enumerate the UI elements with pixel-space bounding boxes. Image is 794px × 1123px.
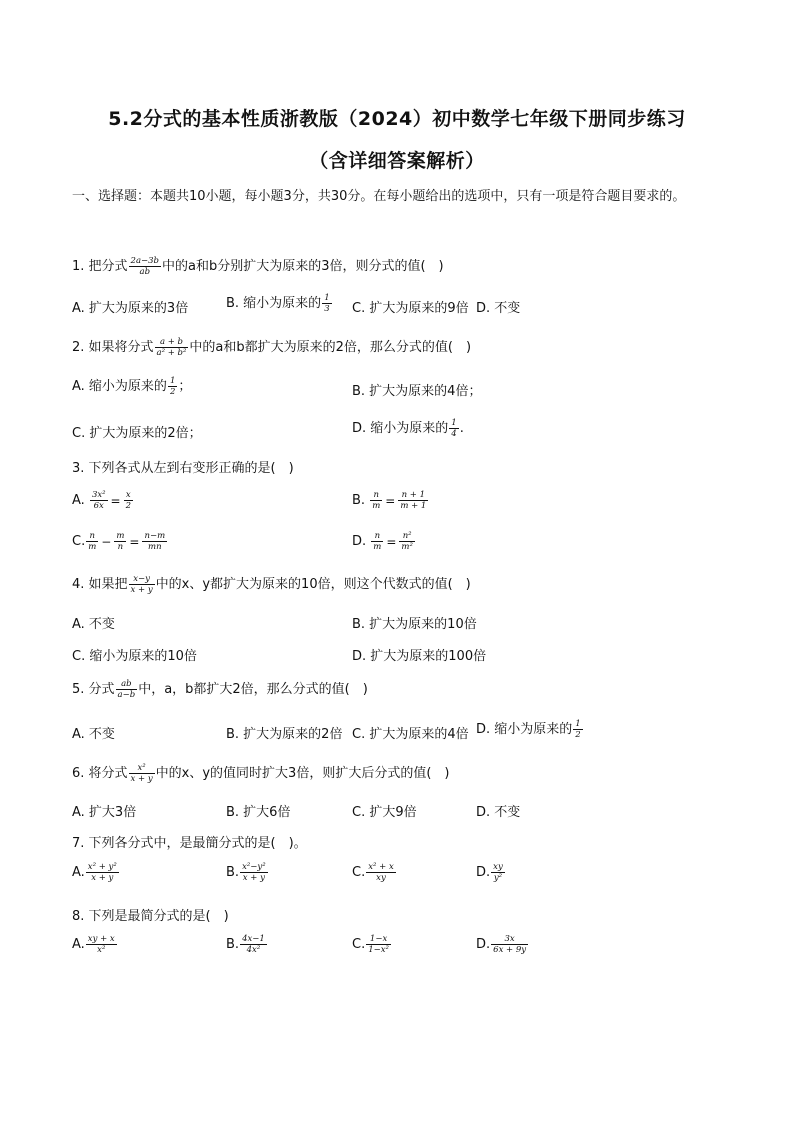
q7-b-fraction: $\frac{\text{x²−y²}}{x + y}$: [242, 862, 266, 883]
question-2-stem: 2. 如果将分式 $\frac{a + b}{\text{a² + b²}}$ 中的a和b都扩大为原来的2倍，那么分式的值( ): [72, 337, 472, 358]
question-1-stem: [72, 255, 444, 277]
q6-option-c[interactable]: C. 扩大9倍: [352, 805, 417, 820]
q2-option-c[interactable]: C. 扩大为原来的2倍；: [72, 426, 202, 441]
q8-d-fraction: $\frac{3x}{6x + 9y}$: [493, 934, 527, 955]
q7-c-fraction: $\frac{\text{x² + x}}{xy}$: [368, 862, 394, 883]
question-7-stem: 7. 下列各分式中，是最簡分式的是( )。: [72, 836, 307, 851]
q3-b-right: $\frac{n + 1}{m + 1}$: [400, 490, 427, 511]
q1-option-b[interactable]: B. 缩小为原来的 $\frac{1}{3}$: [226, 293, 330, 314]
q1-b-fraction: $\frac{1}{3}$: [324, 293, 330, 314]
q5-fraction: $\frac{ab}{a-b}$: [117, 679, 136, 700]
q5-d-fraction: $\frac{1}{2}$: [575, 719, 581, 740]
page-subtitle: （含详细答案解析）: [309, 150, 485, 172]
question-8-stem: 8. 下列是最简分式的是( ): [72, 909, 229, 924]
q4-option-d[interactable]: D. 扩大为原来的100倍: [352, 649, 487, 664]
page-title: 5.2分式的基本性质浙教版（2024）初中数学七年级下册同步练习: [108, 108, 686, 130]
q2-option-a[interactable]: A. 缩小为原来的 $\frac{1}{2}$ ；: [72, 376, 192, 397]
section-intro: 一、选择题：本题共10小题，每小题3分，共30分。在每小题给出的选项中，只有一项是符合题目要求的。: [72, 189, 686, 204]
q2-a-fraction: $\frac{1}{2}$: [169, 376, 176, 397]
q1-post: 中的a和b分别扩大为原来的3倍，则分式的值( ): [162, 259, 444, 274]
q3-option-b[interactable]: B. $\frac{n}{m}$ = $\frac{n + 1}{m + 1}$: [352, 490, 427, 511]
q3-option-c[interactable]: C. $\frac{n}{m}$ − $\frac{m}{n}$ = $\frac{n-m}{mn}$: [72, 531, 166, 552]
q3-c-left: $\frac{n}{m}$: [88, 531, 97, 552]
q6-option-a[interactable]: A. 扩大3倍: [72, 805, 137, 820]
q4-option-c[interactable]: C. 缩小为原来的10倍: [72, 649, 197, 664]
question-3-stem: 3. 下列各式从左到右变形正确的是( ): [72, 461, 294, 476]
q3-a-right: $\frac{x}{2}$: [125, 490, 132, 511]
q5-option-c[interactable]: C. 扩大为原来的4倍: [352, 727, 469, 742]
q7-option-b[interactable]: B. $\frac{\text{x²−y²}}{x + y}$: [226, 862, 266, 883]
q4-fraction: $\frac{x-y}{x + y}$: [130, 574, 153, 595]
q2-fraction: $\frac{a + b}{\text{a² + b²}}$: [156, 337, 187, 358]
q1-option-c[interactable]: C. 扩大为原来的9倍: [352, 301, 469, 316]
q8-a-fraction: $\frac{xy + x}{\text{x²}}$: [87, 934, 115, 955]
q3-b-left: $\frac{n}{m}$: [372, 490, 381, 511]
q8-b-fraction: $\frac{4x-1}{\text{4x²}}$: [242, 934, 265, 955]
q6-option-b[interactable]: B. 扩大6倍: [226, 805, 291, 820]
q3-c-right: $\frac{n-m}{mn}$: [144, 531, 166, 552]
q7-a-fraction: $\frac{\text{x² + y²}}{x + y}$: [87, 862, 117, 883]
q8-c-fraction: $\frac{1-x}{\text{1−x²}}$: [368, 934, 389, 955]
q2-d-fraction: $\frac{1}{4}$: [451, 418, 457, 439]
q1-pre: 1. 把分式: [72, 259, 128, 274]
q1-fraction: $\frac{2a-3b}{ab}$: [130, 256, 159, 277]
q3-c-middle: $\frac{m}{n}$: [116, 531, 125, 552]
q5-option-b[interactable]: B. 扩大为原来的2倍: [226, 727, 343, 742]
q7-option-a[interactable]: A. $\frac{\text{x² + y²}}{x + y}$: [72, 862, 117, 883]
q4-option-a[interactable]: A. 不变: [72, 617, 115, 632]
q8-option-a[interactable]: A. $\frac{xy + x}{\text{x²}}$: [72, 934, 115, 955]
q3-option-a[interactable]: A. $\frac{\text{3x²}}{6x}$ = $\frac{x}{2}$: [72, 490, 132, 511]
q7-d-fraction: $\frac{xy}{\text{y²}}$: [493, 862, 503, 883]
q8-option-b[interactable]: B. $\frac{4x-1}{\text{4x²}}$: [226, 934, 265, 955]
q3-option-d[interactable]: D. $\frac{n}{m}$ = $\frac{\text{n²}}{\text{m²}}$: [352, 531, 413, 552]
q8-option-c[interactable]: C. $\frac{1-x}{\text{1−x²}}$: [352, 934, 389, 955]
q5-option-d[interactable]: D. 缩小为原来的 $\frac{1}{2}$: [476, 719, 581, 740]
q6-option-d[interactable]: D. 不变: [476, 805, 521, 820]
q1-option-d[interactable]: D. 不变: [476, 301, 521, 316]
q3-a-left: $\frac{\text{3x²}}{6x}$: [91, 490, 106, 511]
q2-option-b[interactable]: B. 扩大为原来的4倍；: [352, 384, 482, 399]
q2-option-d[interactable]: D. 缩小为原来的 $\frac{1}{4}$ .: [352, 418, 464, 439]
q3-d-left: $\frac{n}{m}$: [373, 531, 382, 552]
q1-option-a[interactable]: A. 扩大为原来的3倍: [72, 301, 189, 316]
q8-option-d[interactable]: D. $\frac{3x}{6x + 9y}$: [476, 934, 527, 955]
q3-d-right: $\frac{\text{n²}}{\text{m²}}$: [401, 531, 413, 552]
question-5-stem: 5. 分式 $\frac{ab}{a-b}$ 中，a，b都扩大2倍，那么分式的值( ): [72, 679, 368, 700]
q6-fraction: $\frac{\text{x²}}{x + y}$: [130, 763, 153, 784]
q4-option-b[interactable]: B. 扩大为原来的10倍: [352, 617, 477, 632]
q7-option-c[interactable]: C. $\frac{\text{x² + x}}{xy}$: [352, 862, 394, 883]
q7-option-d[interactable]: D. $\frac{xy}{\text{y²}}$: [476, 862, 503, 883]
question-4-stem: 4. 如果把 $\frac{x-y}{x + y}$ 中的x、y都扩大为原来的10倍，则这个代数式的值( ): [72, 574, 471, 595]
question-6-stem: 6. 将分式 $\frac{\text{x²}}{x + y}$ 中的x、y的值同时扩大3倍，则扩大后分式的值( ): [72, 763, 450, 784]
q5-option-a[interactable]: A. 不变: [72, 727, 115, 742]
